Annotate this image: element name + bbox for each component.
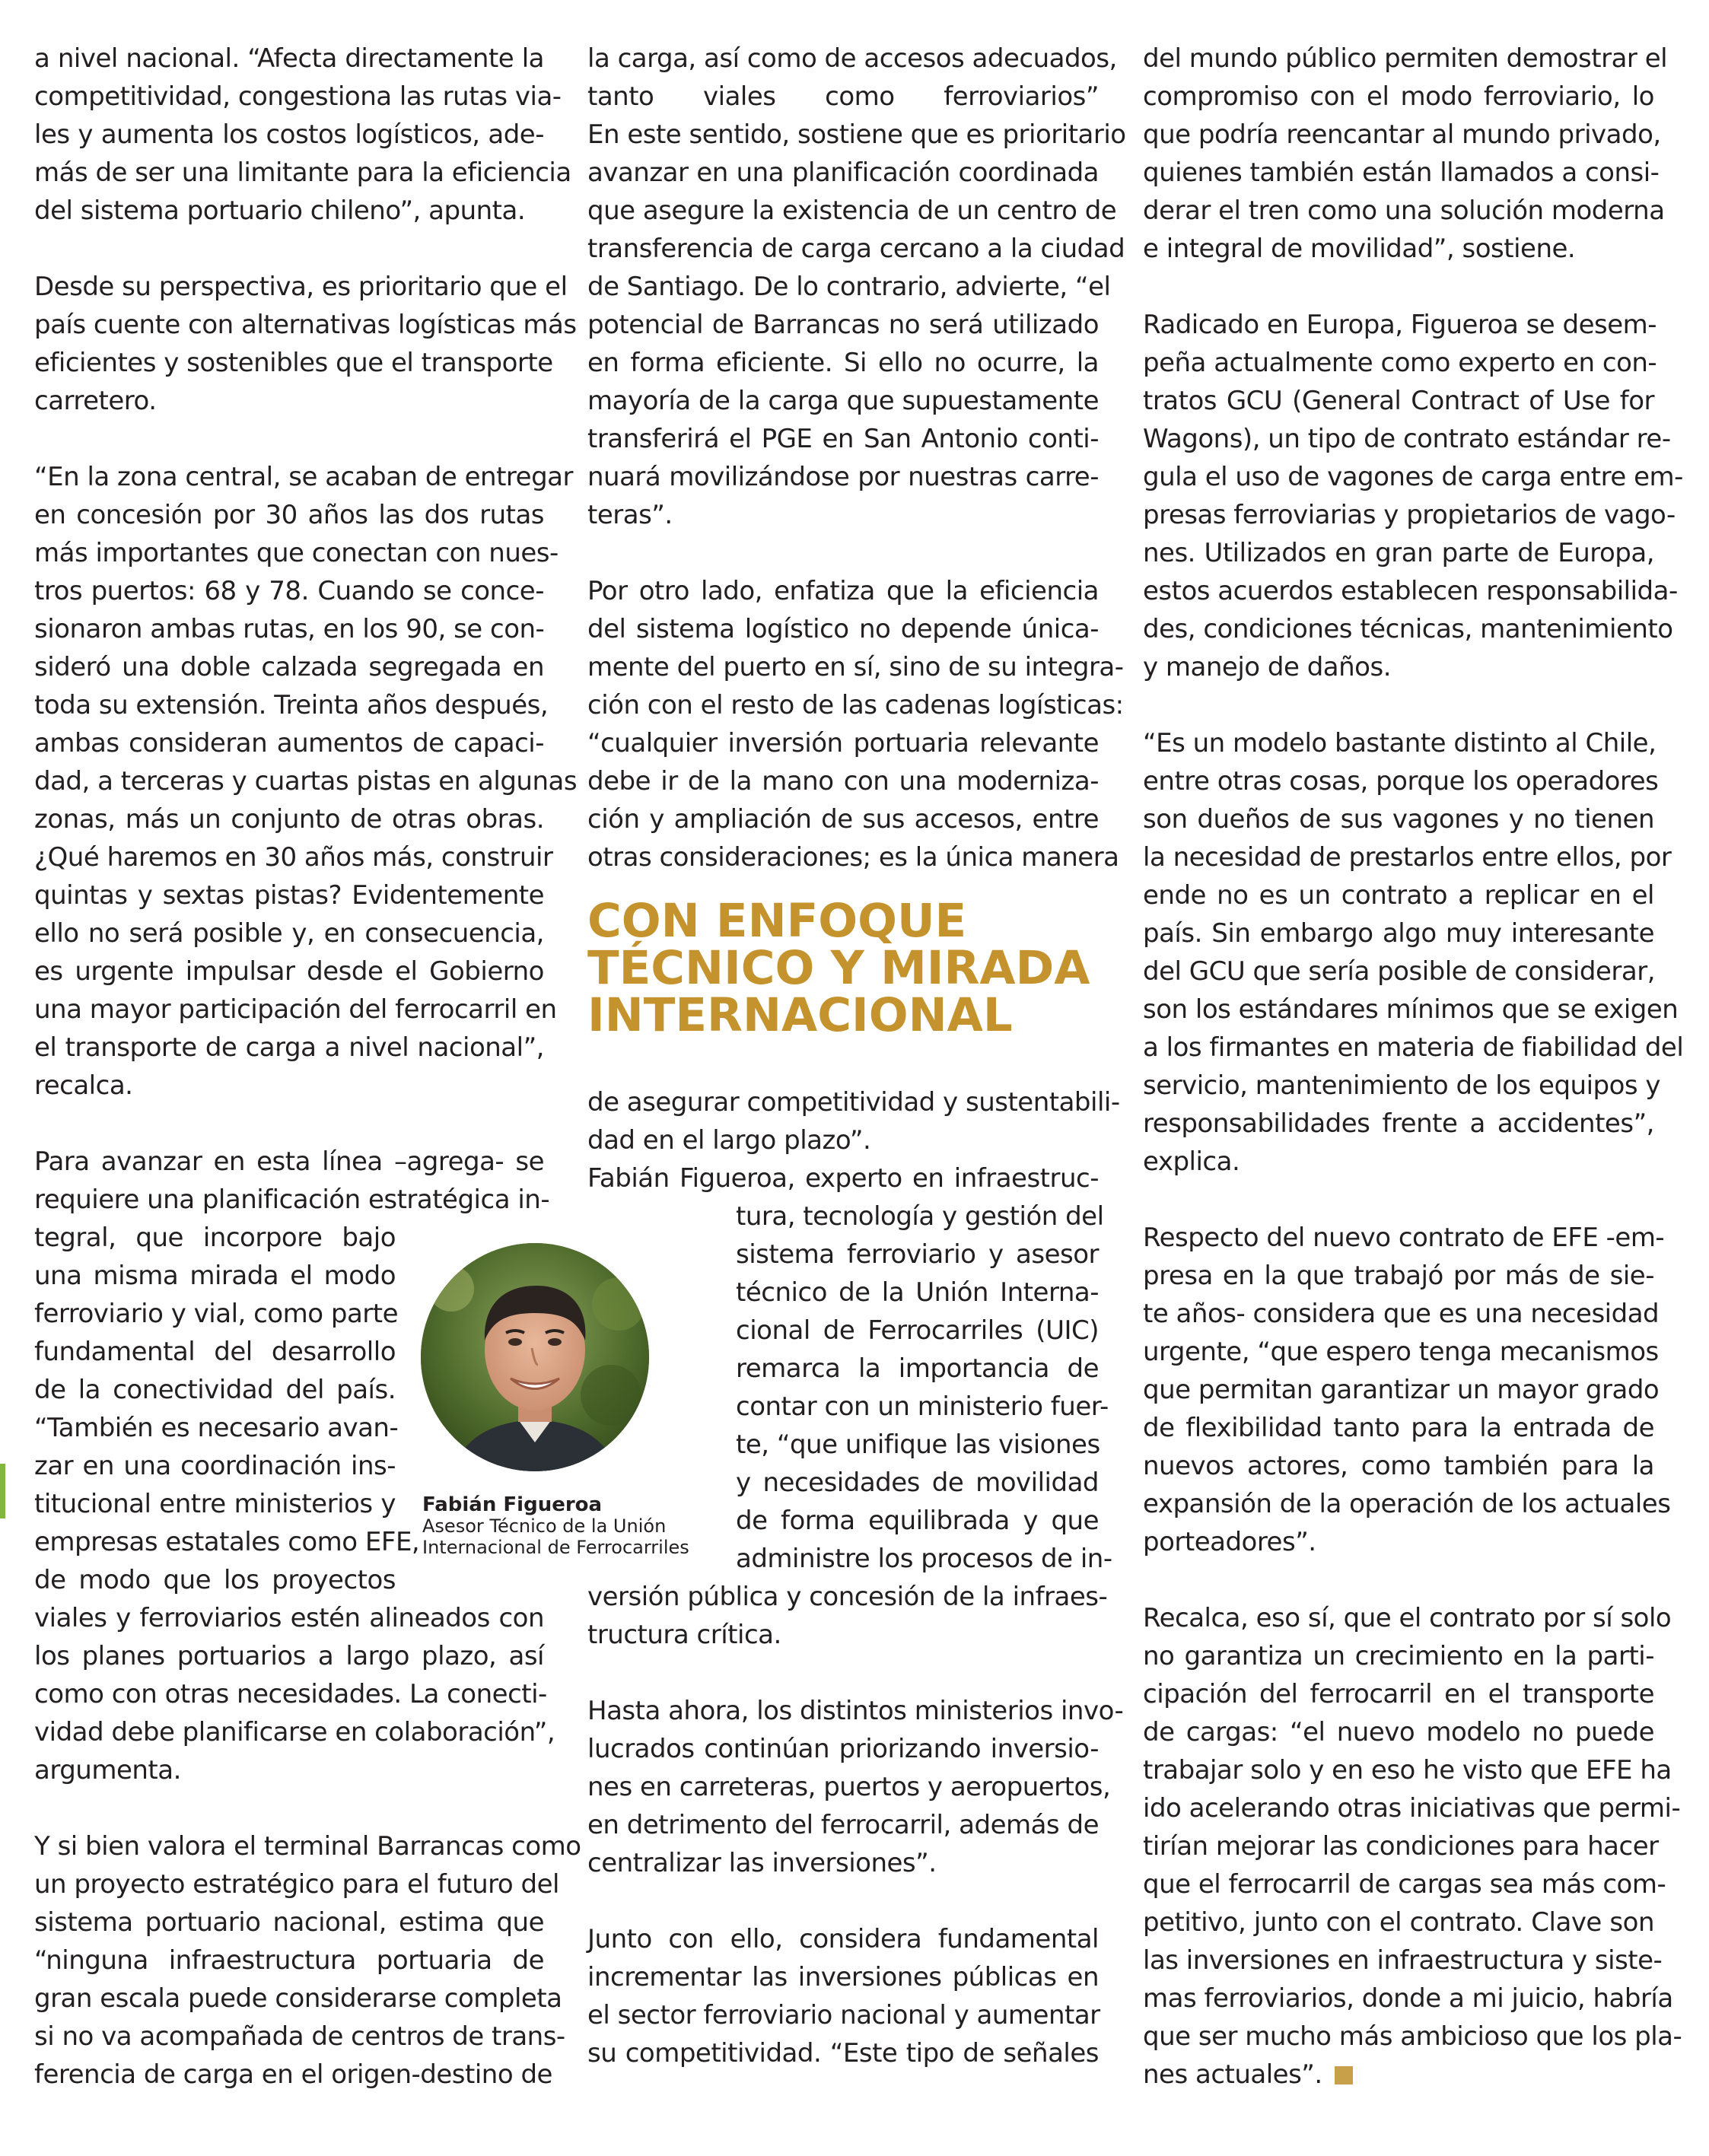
text-line: quienes también están llamados a consi- <box>1143 157 1660 188</box>
caption-role: Internacional de Ferrocarriles <box>422 1537 689 1558</box>
text-line: si no va acompañada de centros de trans- <box>34 2021 565 2052</box>
text-line: mayoría de la carga que supuestamente <box>587 386 1099 416</box>
text-line: de cargas: “el nuevo modelo no puede <box>1143 1717 1654 1747</box>
text-line: ferencia de carga en el origen-destino de <box>34 2059 552 2090</box>
text-line: ambas consideran aumentos de capaci- <box>34 728 544 758</box>
text-line: remarca la importancia de <box>736 1353 1099 1384</box>
text-line: tratos GCU (General Contract of Use for <box>1143 386 1654 416</box>
text-line: Radicado en Europa, Figueroa se desem- <box>1143 310 1657 340</box>
article-column-2 <box>587 40 1126 2072</box>
text-line: servicio, mantenimiento de los equipos y <box>1143 1070 1661 1101</box>
caption-role: Asesor Técnico de la Unión <box>422 1515 667 1537</box>
text-line: tructura crítica. <box>587 1620 781 1650</box>
text-line: Desde su perspectiva, es prioritario que el <box>34 272 568 302</box>
text-line: mas ferroviarios, donde a mi juicio, habría <box>1143 1983 1673 2014</box>
text-line: un proyecto estratégico para el futuro del <box>34 1869 559 1900</box>
text-line: tegral, que incorpore bajo <box>34 1223 396 1253</box>
text-line: más de ser una limitante para la eficiencia <box>34 157 571 188</box>
text-line: empresas estatales como EFE, <box>34 1527 420 1557</box>
text-line: presa en la que trabajó por más de sie- <box>1143 1261 1654 1291</box>
text-line: sistema ferroviario y asesor <box>736 1239 1099 1270</box>
text-line: incrementar las inversiones públicas en <box>587 1962 1099 1992</box>
text-line: de forma equilibrada y que <box>736 1506 1099 1536</box>
paragraph-gap <box>34 420 544 458</box>
text-line: en concesión por 30 años las dos rutas <box>34 500 544 530</box>
text-line: una mayor participación del ferrocarril en <box>34 994 557 1025</box>
text-line: la carga, así como de accesos adecuados, <box>587 43 1117 74</box>
text-line: te años- considera que es una necesidad <box>1143 1299 1660 1329</box>
text-line: ferroviario y vial, como parte <box>34 1299 398 1329</box>
text-line: petitivo, junto con el contrato. Clave son <box>1143 1907 1654 1938</box>
text-line: te, “que unifique las visiones <box>736 1429 1100 1460</box>
heading-line: INTERNACIONAL <box>587 988 1013 1042</box>
text-line: recalca. <box>34 1070 133 1101</box>
text-line: país cuente con alternativas logísticas más <box>34 310 577 340</box>
text-line: peña actualmente como experto en con- <box>1143 348 1657 378</box>
text-line: la necesidad de prestarlos entre ellos, por <box>1143 842 1672 873</box>
text-line: a los firmantes en materia de fiabilidad del <box>1143 1032 1684 1063</box>
text-line: gran escala puede considerarse completa <box>34 1983 562 2014</box>
text-line: debe ir de la mano con una moderniza- <box>587 766 1099 797</box>
text-line: Y si bien valora el terminal Barrancas como <box>34 1831 581 1862</box>
paragraph-gap <box>34 1105 544 1143</box>
text-line: país. Sin embargo algo muy interesante <box>1143 918 1654 949</box>
text-line: a nivel nacional. “Afecta directamente la <box>34 43 544 74</box>
text-line: como con otras necesidades. La conecti- <box>34 1679 547 1709</box>
text-line: compromiso con el modo ferroviario, lo <box>1143 81 1654 112</box>
text-line: que permitan garantizar un mayor grado <box>1143 1375 1660 1405</box>
text-line: responsabilidades frente a accidentes”, <box>1143 1108 1654 1139</box>
section-heading <box>587 894 1099 1042</box>
text-line: de Santiago. De lo contrario, advierte, “el <box>587 272 1111 302</box>
text-line: en forma eficiente. Si ello no ocurre, la <box>587 348 1099 378</box>
text-line: otras consideraciones; es la única manera <box>587 842 1119 873</box>
text-line: el transporte de carga a nivel nacional”, <box>34 1032 544 1063</box>
text-line: Hasta ahora, los distintos ministerios invo- <box>587 1696 1124 1726</box>
text-line: una misma mirada el modo <box>34 1261 396 1291</box>
text-line: que el ferrocarril de cargas sea más com- <box>1143 1869 1666 1900</box>
text-line: las inversiones en infraestructura y siste- <box>1143 1945 1663 1976</box>
text-line: de flexibilidad tanto para la entrada de <box>1143 1413 1654 1443</box>
text-line: tros puertos: 68 y 78. Cuando se conce- <box>34 576 544 606</box>
text-line: nes actuales”. <box>1143 2056 1654 2094</box>
text-line: ello no será posible y, en consecuencia, <box>34 918 544 949</box>
heading-line: TÉCNICO Y MIRADA <box>587 941 1090 995</box>
text-line: explica. <box>1143 1146 1240 1177</box>
text-line: que podría reencantar al mundo privado, <box>1143 119 1661 150</box>
column-2-text-top <box>587 40 1126 876</box>
text-line: presas ferroviarias y propietarios de vago- <box>1143 500 1676 530</box>
text-line: cional de Ferrocarriles (UIC) <box>736 1315 1099 1346</box>
text-line: Para avanzar en esta línea –agrega- se <box>34 1146 544 1177</box>
text-line: del sistema portuario chileno”, apunta. <box>34 196 526 226</box>
text-line: trabajar solo y en eso he visto que EFE ha <box>1143 1755 1672 1786</box>
text-line: del sistema logístico no depende única- <box>587 614 1099 644</box>
text-line: transferencia de carga cercano a la ciudad <box>587 234 1125 264</box>
paragraph-gap <box>1143 686 1654 724</box>
text-line: son los estándares mínimos que se exigen <box>1143 994 1679 1025</box>
text-line: del mundo público permiten demostrar el <box>1143 43 1668 74</box>
text-line: “cualquier inversión portuaria relevante <box>587 728 1099 758</box>
text-line: su competitividad. “Este tipo de señales <box>587 2038 1099 2069</box>
text-line: carretero. <box>34 386 157 416</box>
text-line: eficientes y sostenibles que el transporte <box>34 348 553 378</box>
text-line: “También es necesario avan- <box>34 1413 399 1443</box>
text-line: entre otras cosas, porque los operadores <box>1143 766 1659 797</box>
text-line: zar en una coordinación ins- <box>34 1451 396 1481</box>
text-line: porteadores”. <box>1143 1527 1316 1557</box>
text-line: “ninguna infraestructura portuaria de <box>34 1945 544 1976</box>
paragraph-gap <box>1143 268 1654 306</box>
text-line: Respecto del nuevo contrato de EFE -em- <box>1143 1223 1665 1253</box>
text-line: estos acuerdos establecen responsabilida- <box>1143 576 1678 606</box>
text-line: el sector ferroviario nacional y aumentar <box>587 2000 1100 2030</box>
text-line: Junto con ello, considera fundamental <box>587 1924 1099 1954</box>
text-line: argumenta. <box>34 1755 181 1786</box>
text-line: técnico de la Unión Interna- <box>736 1277 1099 1308</box>
text-line: Fabián Figueroa, experto en infraestruc- <box>587 1163 1099 1194</box>
heading-line: CON ENFOQUE <box>587 894 967 948</box>
text-line: les y aumenta los costos logísticos, ade- <box>34 119 544 150</box>
text-line: “Es un modelo bastante distinto al Chile, <box>1143 728 1656 758</box>
text-line: nes. Utilizados en gran parte de Europa, <box>1143 538 1654 568</box>
text-line: sistema portuario nacional, estima que <box>34 1907 544 1938</box>
text-line: son dueños de sus vagones y no tienen <box>1143 804 1654 835</box>
text-line: transferirá el PGE en San Antonio conti- <box>587 424 1099 454</box>
text-line: mente del puerto en sí, sino de su integra- <box>587 652 1124 682</box>
text-line: y necesidades de movilidad <box>736 1468 1099 1498</box>
text-line: versión pública y concesión de la infraes- <box>587 1582 1108 1612</box>
text-line: lucrados continúan priorizando inversio- <box>587 1734 1099 1764</box>
text-line: que asegure la existencia de un centro de <box>587 196 1117 226</box>
paragraph-gap <box>34 230 544 268</box>
text-line: ¿Qué haremos en 30 años más, construir <box>34 842 553 873</box>
text-line: gula el uso de vagones de carga entre em- <box>1143 462 1683 492</box>
paragraph-gap <box>587 1882 1099 1920</box>
text-line: no garantiza un crecimiento en la parti- <box>1143 1641 1654 1671</box>
text-line: urgente, “que espero tenga mecanismos <box>1143 1337 1659 1367</box>
text-line: dad, a terceras y cuartas pistas en algunas <box>34 766 578 797</box>
article-column-3 <box>1143 40 1684 2094</box>
caption-name: Fabián Figueroa <box>422 1493 603 1516</box>
text-line: e integral de movilidad”, sostiene. <box>1143 234 1576 264</box>
text-line: en detrimento del ferrocarril, además de <box>587 1810 1099 1840</box>
page-edge-marker <box>0 1464 5 1518</box>
text-line: tura, tecnología y gestión del <box>736 1201 1104 1232</box>
text-line: titucional entre ministerios y <box>34 1489 396 1519</box>
text-line: administre los procesos de in- <box>736 1544 1112 1574</box>
text-line: de modo que los proyectos <box>34 1565 396 1595</box>
text-line: cipación del ferrocarril en el transporte <box>1143 1679 1654 1709</box>
text-line: sideró una doble calzada segregada en <box>34 652 544 682</box>
portrait-photo <box>421 1243 649 1471</box>
paragraph-gap <box>587 534 1099 572</box>
text-line: toda su extensión. Treinta años después, <box>34 690 549 720</box>
text-line: expansión de la operación de los actuales <box>1143 1489 1671 1519</box>
text-line: dad en el largo plazo”. <box>587 1125 871 1156</box>
text-line: y manejo de daños. <box>1143 652 1392 682</box>
text-line: “En la zona central, se acaban de entregar <box>34 462 573 492</box>
text-line: competitividad, congestiona las rutas via- <box>34 81 562 112</box>
text-line: ido acelerando otras iniciativas que permi- <box>1143 1793 1681 1824</box>
text-line: tanto viales como ferroviarios” <box>587 81 1099 112</box>
text-line: nuevos actores, como también para la <box>1143 1451 1654 1481</box>
portrait-illustration <box>421 1243 649 1471</box>
text-line: es urgente impulsar desde el Gobierno <box>34 956 544 987</box>
text-line: avanzar en una planificación coordinada <box>587 157 1099 188</box>
text-line: zonas, más un conjunto de otras obras. <box>34 804 544 835</box>
text-line: des, condiciones técnicas, mantenimiento <box>1143 614 1673 644</box>
text-line: derar el tren como una solución moderna <box>1143 196 1665 226</box>
text-line: contar con un ministerio fuer- <box>736 1391 1109 1422</box>
text-line: centralizar las inversiones”. <box>587 1848 937 1878</box>
paragraph-gap <box>1143 1561 1654 1599</box>
text-line: que ser mucho más ambicioso que los pla- <box>1143 2021 1682 2052</box>
text-line: potencial de Barrancas no será utilizado <box>587 310 1099 340</box>
text-line: vidad debe planificarse en colaboración”, <box>34 1717 555 1747</box>
text-line: de asegurar competitividad y sustentabili- <box>587 1087 1120 1118</box>
text-line: ción y ampliación de sus accesos, entre <box>587 804 1099 835</box>
paragraph-gap <box>34 1789 544 1827</box>
column-2-text-bottom <box>587 1083 1124 2072</box>
text-line: los planes portuarios a largo plazo, así <box>34 1641 544 1671</box>
text-line: quintas y sextas pistas? Evidentemente <box>34 880 544 911</box>
text-line: Por otro lado, enfatiza que la eficiencia <box>587 576 1099 606</box>
text-line: ción con el resto de las cadenas logísticas: <box>587 690 1124 720</box>
text-line: ende no es un contrato a replicar en el <box>1143 880 1654 911</box>
text-line: sionaron ambas rutas, en los 90, se con- <box>34 614 545 644</box>
text-line: viales y ferroviarios estén alineados con <box>34 1603 544 1633</box>
paragraph-gap <box>1143 1181 1654 1219</box>
text-line: tirían mejorar las condiciones para hacer <box>1143 1831 1659 1862</box>
end-of-article-mark <box>1335 2066 1353 2084</box>
text-line: de la conectividad del país. <box>34 1375 396 1405</box>
text-line: del GCU que sería posible de considerar, <box>1143 956 1655 987</box>
photo-caption <box>422 1494 711 1558</box>
text-line: En este sentido, sostiene que es prioritario <box>587 119 1126 150</box>
text-line: Recalca, eso sí, que el contrato por sí solo <box>1143 1603 1672 1633</box>
text-line: más importantes que conectan con nues- <box>34 538 559 568</box>
text-line: Wagons), un tipo de contrato estándar re- <box>1143 424 1671 454</box>
paragraph-gap <box>587 1654 1099 1692</box>
text-line: requiere una planificación estratégica in- <box>34 1185 550 1215</box>
text-line: fundamental del desarrollo <box>34 1337 396 1367</box>
text-line: nuará movilizándose por nuestras carre- <box>587 462 1099 492</box>
text-line: teras”. <box>587 500 673 530</box>
text-line: nes en carreteras, puertos y aeropuertos, <box>587 1772 1111 1802</box>
